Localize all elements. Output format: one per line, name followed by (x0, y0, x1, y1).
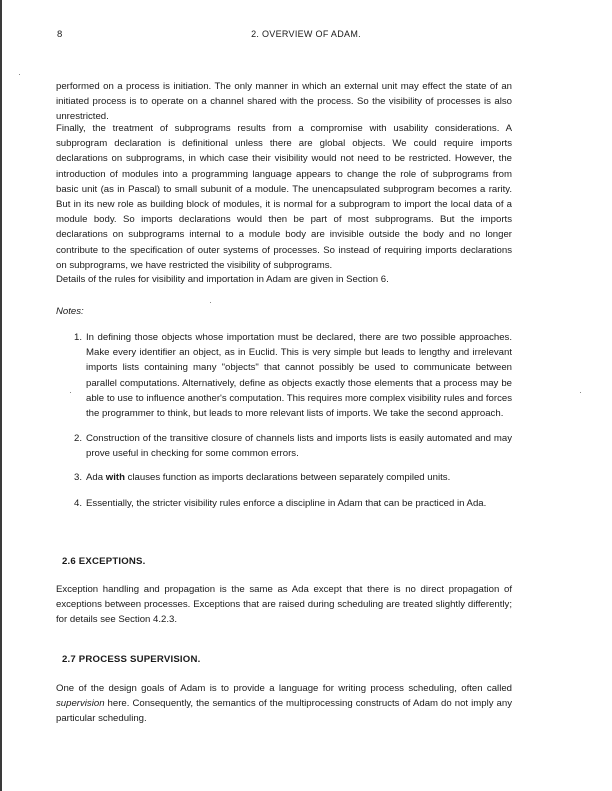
supervision-text-pre: One of the design goals of Adam is to provide a language for writing process scheduling, often called (56, 683, 512, 694)
note-text: In defining those objects whose importation must be declared, there are two possible approaches. Make every identifier an object, as in Euclid. This is very simple but leads to lengthy and irrelevant imports lists containing many "objects" that cannot possibly be used to communicate between parallel computations. Alternatively, define as objects exactly those elements that a process may be able to use to influence another's computation. This requires more complex visibility rules and forces the programmer to think, but leads to more relevant lists of imports. We take the second approach. (86, 332, 512, 420)
notes-label: Notes: (56, 306, 84, 317)
paragraph-exceptions: Exception handling and propagation is the same as Ada except that there is no direct propagation of exceptions between processes. Exceptions that are raised during scheduling are treated slightly differently; for details see Section 4.2.3. (56, 584, 512, 626)
note-item-4 (74, 496, 512, 511)
note-number: 4. (74, 498, 83, 509)
paragraph-process-supervision (56, 681, 512, 727)
note-item-1 (74, 330, 512, 421)
keyword-with: with (105, 472, 125, 483)
scan-speck (210, 302, 211, 303)
note-item-3 (74, 470, 512, 485)
supervision-text-post: here. Consequently, the semantics of the multiprocessing constructs of Adam do not imply any particular scheduling. (56, 698, 512, 725)
scan-speck (580, 392, 581, 393)
note-text: Construction of the transitive closure of channels lists and imports lists is easily automated and may prove useful in checking for some common errors. (86, 433, 512, 460)
section-heading-process-supervision: 2.7 PROCESS SUPERVISION. (62, 654, 201, 665)
section-heading-exceptions: 2.6 EXCEPTIONS. (62, 556, 146, 567)
page-number: 8 (57, 29, 63, 40)
note-text: Essentially, the stricter visibility rules enforce a discipline in Adam that can be practiced in Ada. (86, 498, 487, 509)
note-number: 2. (74, 433, 83, 444)
running-head: 2. OVERVIEW OF ADAM. (251, 29, 361, 39)
paragraph-subprograms: Finally, the treatment of subprograms results from a compromise with usability considerations. A subprogram declaration is definitional unless there are global objects. We could require imports declarations on subprograms, in which case their visibility would not need to be restricted. However, the introduction of modules into a programming language appears to change the role of subprograms from basic unit (as in Pascal) to small subunit of a module. The unencapsulated subprogram becomes a rarity. But in its new role as building block of modules, it is normal for a subprogram to import the local data of a module body. So imports declarations would then be part of most subprograms. But the imports declarations on subprograms internal to a module body are invisible outside the body and no longer contribute to the specification of outer systems of processes. So instead of requiring imports declarations on subprograms, we have restricted the visibility of subprograms. (56, 123, 512, 271)
term-supervision: supervision (56, 698, 105, 710)
scan-speck (19, 74, 20, 75)
note-item-2 (74, 431, 512, 461)
note-number: 1. (74, 332, 83, 343)
note-number: 3. (74, 472, 83, 483)
note-text (86, 470, 512, 485)
note-text-pre: Ada (86, 472, 106, 483)
note-text-post: clauses function as imports declarations between separately compiled units. (124, 472, 451, 483)
scan-speck (70, 392, 71, 393)
paragraph-processes-visibility: performed on a process is initiation. The only manner in which an external unit may effect the state of an initiated process is to operate on a channel shared with the process. So the visibility of processes is also unrestricted. (56, 81, 512, 123)
page-left-edge (0, 0, 2, 791)
paragraph-details-section6: Details of the rules for visibility and importation in Adam are given in Section 6. (56, 274, 389, 285)
